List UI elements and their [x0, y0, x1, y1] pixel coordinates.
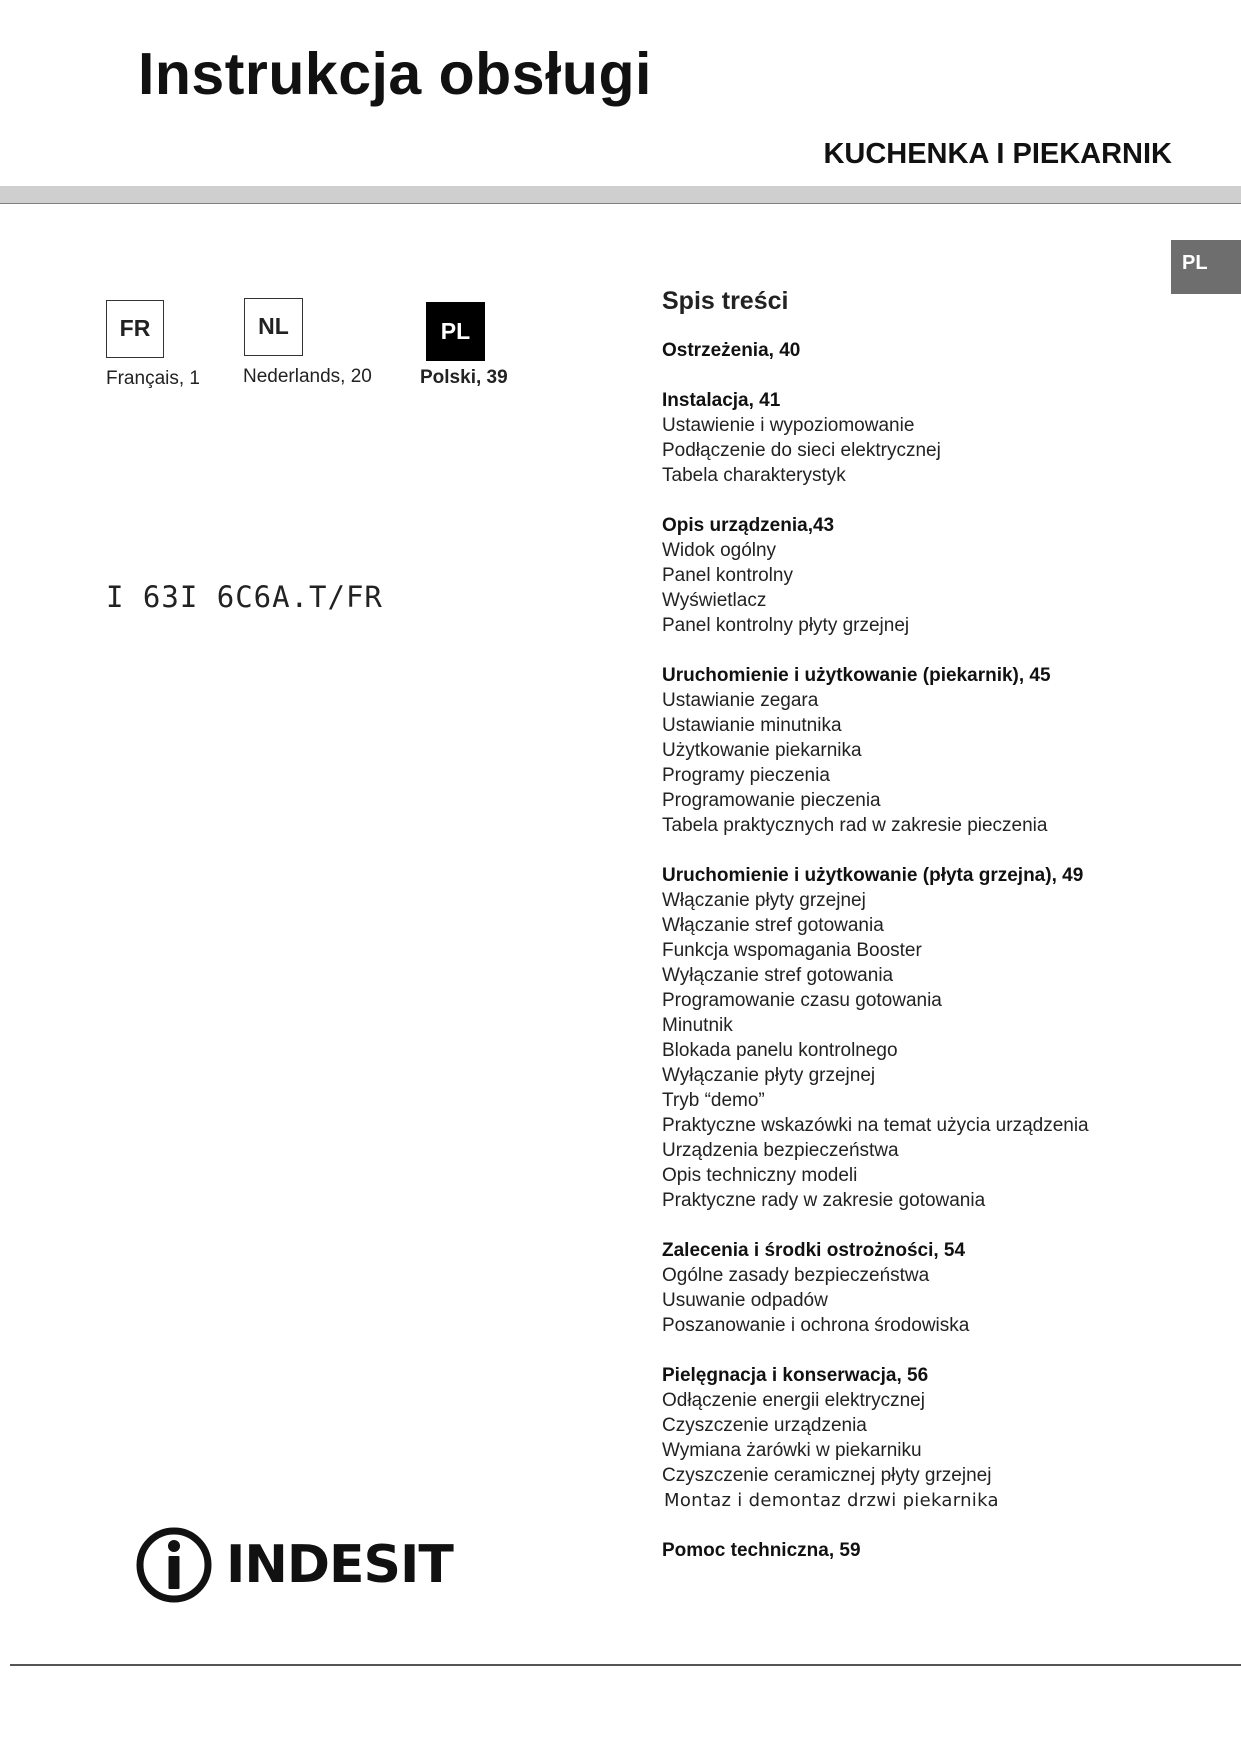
toc-item[interactable]: Wyłączanie stref gotowania	[662, 965, 894, 986]
toc-item[interactable]: Urządzenia bezpieczeństwa	[662, 1140, 899, 1161]
toc-item[interactable]: Praktyczne wskazówki na temat użycia urządzenia	[662, 1115, 1089, 1136]
current-language-tab: PL	[1171, 240, 1241, 294]
toc-section	[662, 663, 1182, 838]
language-box-nl[interactable]	[244, 298, 303, 356]
toc-item[interactable]: Ogólne zasady bezpieczeństwa	[662, 1265, 930, 1286]
toc-item[interactable]: Włączanie stref gotowania	[662, 915, 884, 936]
toc-section	[662, 388, 1182, 488]
toc-item[interactable]: Funkcja wspomagania Booster	[662, 940, 922, 961]
toc-item[interactable]: Programowanie pieczenia	[662, 790, 881, 811]
footer-rule	[10, 1664, 1241, 1666]
toc-heading[interactable]: Pielęgnacja i konserwacja, 56	[662, 1365, 929, 1386]
toc-item[interactable]: Tabela praktycznych rad w zakresie pieczenia	[662, 815, 1048, 836]
brand-logo	[134, 1525, 453, 1605]
toc-item[interactable]: Minutnik	[662, 1015, 733, 1036]
toc-item[interactable]: Opis techniczny modeli	[662, 1165, 858, 1186]
toc-item[interactable]: Wyłączanie płyty grzejnej	[662, 1065, 876, 1086]
toc-heading[interactable]: Zalecenia i środki ostrożności, 54	[662, 1240, 966, 1261]
product-subtitle: KUCHENKA I PIEKARNIK	[823, 138, 1172, 170]
toc-heading[interactable]: Ostrzeżenia, 40	[662, 340, 801, 361]
toc-heading[interactable]: Pomoc techniczna, 59	[662, 1540, 861, 1561]
toc-section	[662, 513, 1182, 638]
language-box-fr[interactable]	[106, 300, 164, 358]
toc-item[interactable]: Ustawianie zegara	[662, 690, 819, 711]
brand-wordmark: INDESIT	[226, 1535, 453, 1595]
toc-item[interactable]: Tabela charakterystyk	[662, 465, 846, 486]
toc-title: Spis treści	[662, 287, 789, 315]
toc-heading[interactable]: Uruchomienie i użytkowanie (płyta grzejna), 49	[662, 865, 1084, 886]
table-of-contents	[662, 286, 1182, 1588]
toc-item[interactable]: Blokada panelu kontrolnego	[662, 1040, 898, 1061]
toc-item[interactable]: Programowanie czasu gotowania	[662, 990, 942, 1011]
model-number: I 63I 6C6A.T/FR	[106, 580, 383, 614]
toc-item[interactable]: Programy pieczenia	[662, 765, 830, 786]
header-bar	[0, 186, 1241, 203]
header-rule	[0, 203, 1241, 204]
language-code-nl: NL	[258, 313, 289, 339]
toc-item[interactable]: Panel kontrolny	[662, 565, 793, 586]
language-caption-nl[interactable]: Nederlands, 20	[243, 366, 372, 387]
toc-section	[662, 338, 1182, 363]
toc-item[interactable]: Poszanowanie i ochrona środowiska	[662, 1315, 970, 1336]
toc-item[interactable]: Wymiana żarówki w piekarniku	[662, 1440, 922, 1461]
toc-item[interactable]: Tryb “demo”	[662, 1090, 765, 1111]
toc-item[interactable]: Czyszczenie ceramicznej płyty grzejnej	[662, 1465, 992, 1486]
toc-item[interactable]: Czyszczenie urządzenia	[662, 1415, 867, 1436]
language-caption-fr[interactable]: Français, 1	[106, 368, 200, 389]
toc-item[interactable]: Montaz i demontaz drzwi piekarnika	[664, 1490, 999, 1511]
toc-item[interactable]: Usuwanie odpadów	[662, 1290, 828, 1311]
toc-heading[interactable]: Opis urządzenia,43	[662, 515, 835, 536]
language-box-pl[interactable]	[426, 302, 485, 361]
language-code-fr: FR	[119, 315, 151, 341]
toc-heading[interactable]: Uruchomienie i użytkowanie (piekarnik), 45	[662, 665, 1051, 686]
toc-item[interactable]: Podłączenie do sieci elektrycznej	[662, 440, 941, 461]
toc-item[interactable]: Ustawienie i wypoziomowanie	[662, 415, 915, 436]
toc-item[interactable]: Użytkowanie piekarnika	[662, 740, 862, 761]
toc-item[interactable]: Panel kontrolny płyty grzejnej	[662, 615, 910, 636]
toc-section	[662, 1238, 1182, 1338]
page-title: Instrukcja obsługi	[138, 41, 652, 107]
toc-section	[662, 1363, 1182, 1513]
indesit-emblem-icon	[134, 1525, 214, 1605]
toc-item[interactable]: Włączanie płyty grzejnej	[662, 890, 866, 911]
language-caption-pl[interactable]: Polski, 39	[420, 367, 508, 388]
toc-item[interactable]: Ustawianie minutnika	[662, 715, 842, 736]
toc-section	[662, 863, 1182, 1213]
toc-item[interactable]: Wyświetlacz	[662, 590, 767, 611]
toc-item[interactable]: Widok ogólny	[662, 540, 777, 561]
toc-section	[662, 1538, 1182, 1563]
language-code-pl: PL	[440, 318, 471, 344]
toc-item[interactable]: Odłączenie energii elektrycznej	[662, 1390, 925, 1411]
toc-item[interactable]: Praktyczne rady w zakresie gotowania	[662, 1190, 986, 1211]
toc-heading[interactable]: Instalacja, 41	[662, 390, 781, 411]
